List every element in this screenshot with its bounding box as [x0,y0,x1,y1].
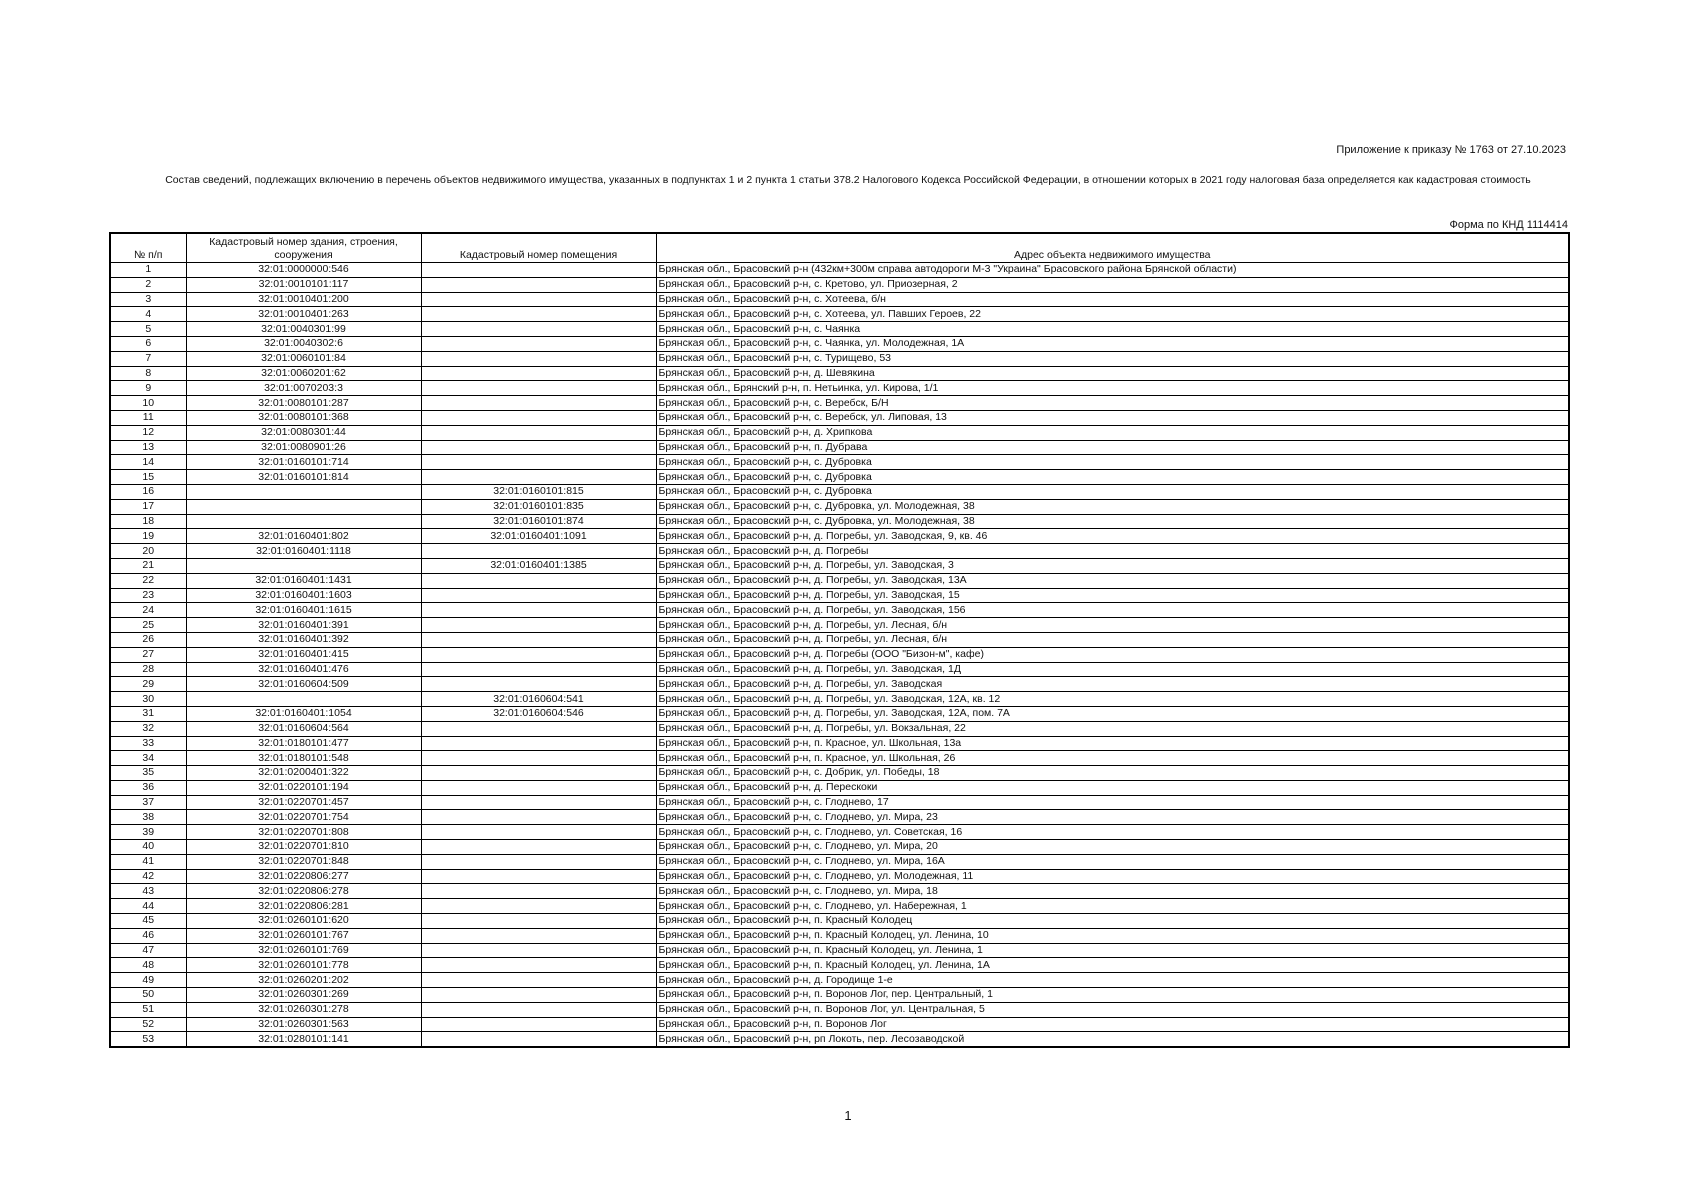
table-row [110,988,1569,1003]
row-number: 44 [110,899,186,914]
building-cadastral-number: 32:01:0260201:202 [186,973,421,988]
property-address: Брянская обл., Брасовский р-н, с. Глоднево, ул. Мира, 23 [656,810,1569,825]
building-cadastral-number: 32:01:0220701:457 [186,795,421,810]
table-row [110,899,1569,914]
building-cadastral-number [186,499,421,514]
table-row [110,484,1569,499]
property-address: Брянская обл., Брасовский р-н, с. Дубровка, ул. Молодежная, 38 [656,514,1569,529]
building-cadastral-number [186,484,421,499]
table-row [110,351,1569,366]
table-row [110,470,1569,485]
building-cadastral-number: 32:01:0060201:62 [186,366,421,381]
property-address: Брянская обл., Брасовский р-н, д. Погребы, ул. Заводская, 156 [656,603,1569,618]
row-number: 11 [110,410,186,425]
building-cadastral-number: 32:01:0160401:1615 [186,603,421,618]
property-address: Брянская обл., Брасовский р-н, с. Глоднево, 17 [656,795,1569,810]
row-number: 27 [110,647,186,662]
premises-cadastral-number [421,263,656,278]
premises-cadastral-number [421,277,656,292]
table-row [110,544,1569,559]
table-row [110,869,1569,884]
property-address: Брянская обл., Брянский р-н, п. Нетьинка, ул. Кирова, 1/1 [656,381,1569,396]
table-row [110,1017,1569,1032]
premises-cadastral-number [421,854,656,869]
table-row [110,366,1569,381]
column-header-premises-cadastral: Кадастровый номер помещения [421,233,656,263]
table-row [110,780,1569,795]
property-address: Брянская обл., Брасовский р-н, п. Красный Колодец, ул. Ленина, 1 [656,943,1569,958]
row-number: 43 [110,884,186,899]
property-address: Брянская обл., Брасовский р-н, д. Погребы, ул. Заводская, 9, кв. 46 [656,529,1569,544]
building-cadastral-number: 32:01:0080101:287 [186,396,421,411]
building-cadastral-number: 32:01:0010101:117 [186,277,421,292]
property-address: Брянская обл., Брасовский р-н, с. Глоднево, ул. Набережная, 1 [656,899,1569,914]
property-address: Брянская обл., Брасовский р-н, с. Чаянка [656,322,1569,337]
property-address: Брянская обл., Брасовский р-н, п. Воронов Лог, пер. Центральный, 1 [656,988,1569,1003]
row-number: 29 [110,677,186,692]
property-address: Брянская обл., Брасовский р-н, д. Погребы, ул. Заводская, 12А, кв. 12 [656,692,1569,707]
building-cadastral-number: 32:01:0160604:509 [186,677,421,692]
table-row [110,914,1569,929]
property-address: Брянская обл., Брасовский р-н, с. Хотеева, ул. Павших Героев, 22 [656,307,1569,322]
premises-cadastral-number [421,825,656,840]
row-number: 35 [110,766,186,781]
property-address: Брянская обл., Брасовский р-н (432км+300м справа автодороги М-3 "Украина" Брасовского района Брянской области) [656,263,1569,278]
building-cadastral-number: 32:01:0260301:563 [186,1017,421,1032]
building-cadastral-number: 32:01:0160401:392 [186,632,421,647]
table-row [110,425,1569,440]
premises-cadastral-number [421,721,656,736]
building-cadastral-number: 32:01:0060101:84 [186,351,421,366]
building-cadastral-number: 32:01:0220701:848 [186,854,421,869]
row-number: 9 [110,381,186,396]
table-row [110,1032,1569,1047]
row-number: 10 [110,396,186,411]
property-register-table [109,232,1570,1048]
premises-cadastral-number [421,928,656,943]
premises-cadastral-number [421,795,656,810]
building-cadastral-number: 32:01:0000000:546 [186,263,421,278]
property-address: Брянская обл., Брасовский р-н, с. Веребск, ул. Липовая, 13 [656,410,1569,425]
table-row [110,854,1569,869]
building-cadastral-number: 32:01:0220701:754 [186,810,421,825]
table-row [110,440,1569,455]
premises-cadastral-number [421,336,656,351]
property-address: Брянская обл., Брасовский р-н, с. Кретово, ул. Приозерная, 2 [656,277,1569,292]
table-row [110,736,1569,751]
row-number: 2 [110,277,186,292]
property-address: Брянская обл., Брасовский р-н, д. Погребы [656,544,1569,559]
property-address: Брянская обл., Брасовский р-н, д. Погребы, ул. Лесная, б/н [656,632,1569,647]
table-row [110,958,1569,973]
premises-cadastral-number [421,840,656,855]
building-cadastral-number: 32:01:0220806:281 [186,899,421,914]
property-address: Брянская обл., Брасовский р-н, д. Погребы, ул. Лесная, б/н [656,618,1569,633]
property-address: Брянская обл., Брасовский р-н, с. Дубровка [656,455,1569,470]
property-address: Брянская обл., Брасовский р-н, с. Дубровка [656,484,1569,499]
table-row [110,647,1569,662]
property-address: Брянская обл., Брасовский р-н, п. Дубрава [656,440,1569,455]
row-number: 36 [110,780,186,795]
column-header-address: Адрес объекта недвижимого имущества [656,233,1569,263]
premises-cadastral-number [421,751,656,766]
table-row [110,840,1569,855]
premises-cadastral-number [421,470,656,485]
premises-cadastral-number [421,810,656,825]
table-row [110,322,1569,337]
building-cadastral-number: 32:01:0200401:322 [186,766,421,781]
premises-cadastral-number [421,307,656,322]
row-number: 30 [110,692,186,707]
row-number: 33 [110,736,186,751]
property-address: Брянская обл., Брасовский р-н, д. Погребы, ул. Заводская, 13А [656,573,1569,588]
building-cadastral-number: 32:01:0160401:1054 [186,706,421,721]
row-number: 50 [110,988,186,1003]
premises-cadastral-number [421,988,656,1003]
row-number: 52 [110,1017,186,1032]
property-address: Брянская обл., Брасовский р-н, д. Хрипкова [656,425,1569,440]
premises-cadastral-number [421,1017,656,1032]
annex-reference: Приложение к приказу № 1763 от 27.10.2023 [1336,144,1566,156]
building-cadastral-number: 32:01:0160401:476 [186,662,421,677]
table-row [110,455,1569,470]
building-cadastral-number: 32:01:0040301:99 [186,322,421,337]
row-number: 40 [110,840,186,855]
premises-cadastral-number [421,943,656,958]
row-number: 22 [110,573,186,588]
premises-cadastral-number [421,632,656,647]
premises-cadastral-number [421,736,656,751]
premises-cadastral-number [421,647,656,662]
building-cadastral-number: 32:01:0010401:200 [186,292,421,307]
row-number: 42 [110,869,186,884]
row-number: 4 [110,307,186,322]
row-number: 5 [110,322,186,337]
table-row [110,795,1569,810]
property-address: Брянская обл., Брасовский р-н, п. Воронов Лог, ул. Центральная, 5 [656,1002,1569,1017]
table-row [110,706,1569,721]
row-number: 45 [110,914,186,929]
premises-cadastral-number [421,1002,656,1017]
premises-cadastral-number [421,573,656,588]
table-row [110,514,1569,529]
building-cadastral-number [186,514,421,529]
property-address: Брянская обл., Брасовский р-н, п. Красное, ул. Школьная, 26 [656,751,1569,766]
building-cadastral-number: 32:01:0220806:277 [186,869,421,884]
property-address: Брянская обл., Брасовский р-н, п. Красный Колодец, ул. Ленина, 10 [656,928,1569,943]
property-address: Брянская обл., Брасовский р-н, п. Красный Колодец [656,914,1569,929]
row-number: 48 [110,958,186,973]
row-number: 16 [110,484,186,499]
table-row [110,277,1569,292]
table-row [110,529,1569,544]
row-number: 23 [110,588,186,603]
building-cadastral-number: 32:01:0160401:415 [186,647,421,662]
premises-cadastral-number [421,973,656,988]
property-address: Брянская обл., Брасовский р-н, д. Шевякина [656,366,1569,381]
row-number: 41 [110,854,186,869]
building-cadastral-number: 32:01:0160401:1603 [186,588,421,603]
property-address: Брянская обл., Брасовский р-н, с. Глоднево, ул. Мира, 18 [656,884,1569,899]
row-number: 19 [110,529,186,544]
building-cadastral-number: 32:01:0260101:778 [186,958,421,973]
row-number: 1 [110,263,186,278]
property-address: Брянская обл., Брасовский р-н, с. Дубровка, ул. Молодежная, 38 [656,499,1569,514]
table-row [110,884,1569,899]
table-row [110,721,1569,736]
table-row [110,263,1569,278]
building-cadastral-number: 32:01:0220806:278 [186,884,421,899]
column-header-building-cadastral: Кадастровый номер здания, строения, сооружения [186,233,421,263]
row-number: 49 [110,973,186,988]
row-number: 47 [110,943,186,958]
table-row [110,603,1569,618]
table-row [110,618,1569,633]
building-cadastral-number: 32:01:0010401:263 [186,307,421,322]
building-cadastral-number: 32:01:0080101:368 [186,410,421,425]
property-address: Брянская обл., Брасовский р-н, с. Чаянка, ул. Молодежная, 1А [656,336,1569,351]
premises-cadastral-number [421,662,656,677]
premises-cadastral-number: 32:01:0160101:874 [421,514,656,529]
table-row [110,1002,1569,1017]
premises-cadastral-number: 32:01:0160101:815 [421,484,656,499]
building-cadastral-number: 32:01:0260301:278 [186,1002,421,1017]
premises-cadastral-number [421,322,656,337]
document-title: Состав сведений, подлежащих включению в перечень объектов недвижимого имущества, указанных в подпунктах 1 и 2 пункта 1 статьи 378.2 Налогового Кодекса Российской Федерации, в отношении которых в 2021 году налоговая база определяется как кадастровая стоимость [165,174,1531,186]
premises-cadastral-number [421,914,656,929]
property-address: Брянская обл., Брасовский р-н, д. Городище 1-е [656,973,1569,988]
row-number: 21 [110,558,186,573]
row-number: 28 [110,662,186,677]
row-number: 53 [110,1032,186,1047]
row-number: 13 [110,440,186,455]
row-number: 15 [110,470,186,485]
table-row [110,825,1569,840]
row-number: 38 [110,810,186,825]
row-number: 46 [110,928,186,943]
property-address: Брянская обл., Брасовский р-н, рп Локоть, пер. Лесозаводской [656,1032,1569,1047]
table-row [110,499,1569,514]
column-header-number: № п/п [110,233,186,263]
building-cadastral-number: 32:01:0220101:194 [186,780,421,795]
row-number: 8 [110,366,186,381]
row-number: 51 [110,1002,186,1017]
table-row [110,410,1569,425]
building-cadastral-number: 32:01:0160101:714 [186,455,421,470]
premises-cadastral-number: 32:01:0160401:1385 [421,558,656,573]
table-row [110,973,1569,988]
property-address: Брянская обл., Брасовский р-н, д. Погребы (ООО "Бизон-м", кафе) [656,647,1569,662]
property-address: Брянская обл., Брасовский р-н, с. Глоднево, ул. Мира, 20 [656,840,1569,855]
building-cadastral-number: 32:01:0260101:769 [186,943,421,958]
row-number: 24 [110,603,186,618]
row-number: 7 [110,351,186,366]
premises-cadastral-number [421,588,656,603]
table-row [110,810,1569,825]
table-row [110,396,1569,411]
property-address: Брянская обл., Брасовский р-н, д. Перескоки [656,780,1569,795]
property-address: Брянская обл., Брасовский р-н, с. Веребск, Б/Н [656,396,1569,411]
table-row [110,307,1569,322]
property-address: Брянская обл., Брасовский р-н, с. Добрик, ул. Победы, 18 [656,766,1569,781]
premises-cadastral-number [421,618,656,633]
table-row [110,588,1569,603]
table-row [110,632,1569,647]
row-number: 6 [110,336,186,351]
property-address: Брянская обл., Брасовский р-н, с. Глоднево, ул. Советская, 16 [656,825,1569,840]
property-address: Брянская обл., Брасовский р-н, с. Турищево, 53 [656,351,1569,366]
property-address: Брянская обл., Брасовский р-н, д. Погребы, ул. Заводская, 15 [656,588,1569,603]
premises-cadastral-number [421,396,656,411]
property-address: Брянская обл., Брасовский р-н, п. Красное, ул. Школьная, 13а [656,736,1569,751]
premises-cadastral-number [421,1032,656,1047]
table-row [110,677,1569,692]
premises-cadastral-number [421,351,656,366]
building-cadastral-number: 32:01:0260301:269 [186,988,421,1003]
row-number: 37 [110,795,186,810]
table-row [110,766,1569,781]
table-header-row [110,233,1569,263]
table-row [110,692,1569,707]
building-cadastral-number: 32:01:0080301:44 [186,425,421,440]
building-cadastral-number: 32:01:0160101:814 [186,470,421,485]
row-number: 25 [110,618,186,633]
building-cadastral-number: 32:01:0280101:141 [186,1032,421,1047]
row-number: 31 [110,706,186,721]
property-address: Брянская обл., Брасовский р-н, д. Погребы, ул. Заводская, 1Д [656,662,1569,677]
row-number: 26 [110,632,186,647]
row-number: 34 [110,751,186,766]
building-cadastral-number: 32:01:0040302:6 [186,336,421,351]
form-code: Форма по КНД 1114414 [1449,219,1568,231]
row-number: 39 [110,825,186,840]
building-cadastral-number: 32:01:0160401:391 [186,618,421,633]
table-row [110,558,1569,573]
row-number: 3 [110,292,186,307]
row-number: 14 [110,455,186,470]
property-address: Брянская обл., Брасовский р-н, п. Воронов Лог [656,1017,1569,1032]
table-row [110,381,1569,396]
premises-cadastral-number [421,780,656,795]
table-row [110,751,1569,766]
premises-cadastral-number [421,766,656,781]
building-cadastral-number: 32:01:0160604:564 [186,721,421,736]
building-cadastral-number: 32:01:0160401:1431 [186,573,421,588]
table-row [110,292,1569,307]
premises-cadastral-number: 32:01:0160401:1091 [421,529,656,544]
building-cadastral-number: 32:01:0160401:1118 [186,544,421,559]
row-number: 17 [110,499,186,514]
premises-cadastral-number: 32:01:0160604:546 [421,706,656,721]
property-address: Брянская обл., Брасовский р-н, д. Погребы, ул. Заводская, 12А, пом. 7А [656,706,1569,721]
row-number: 32 [110,721,186,736]
premises-cadastral-number [421,366,656,381]
premises-cadastral-number [421,292,656,307]
building-cadastral-number: 32:01:0180101:548 [186,751,421,766]
table-row [110,662,1569,677]
property-address: Брянская обл., Брасовский р-н, с. Глоднево, ул. Мира, 16А [656,854,1569,869]
premises-cadastral-number [421,544,656,559]
premises-cadastral-number [421,899,656,914]
premises-cadastral-number [421,677,656,692]
property-address: Брянская обл., Брасовский р-н, д. Погребы, ул. Вокзальная, 22 [656,721,1569,736]
building-cadastral-number: 32:01:0160401:802 [186,529,421,544]
property-address: Брянская обл., Брасовский р-н, с. Хотеева, б/н [656,292,1569,307]
table-row [110,943,1569,958]
premises-cadastral-number [421,603,656,618]
building-cadastral-number: 32:01:0260101:767 [186,928,421,943]
premises-cadastral-number [421,455,656,470]
premises-cadastral-number [421,440,656,455]
row-number: 20 [110,544,186,559]
property-address: Брянская обл., Брасовский р-н, д. Погребы, ул. Заводская, 3 [656,558,1569,573]
table-row [110,573,1569,588]
table-row [110,336,1569,351]
building-cadastral-number: 32:01:0220701:810 [186,840,421,855]
table-row [110,928,1569,943]
premises-cadastral-number [421,869,656,884]
premises-cadastral-number [421,425,656,440]
premises-cadastral-number: 32:01:0160604:541 [421,692,656,707]
building-cadastral-number: 32:01:0220701:808 [186,825,421,840]
premises-cadastral-number [421,410,656,425]
property-address: Брянская обл., Брасовский р-н, с. Дубровка [656,470,1569,485]
property-address: Брянская обл., Брасовский р-н, с. Глоднево, ул. Молодежная, 11 [656,869,1569,884]
building-cadastral-number: 32:01:0080901:26 [186,440,421,455]
premises-cadastral-number: 32:01:0160101:835 [421,499,656,514]
row-number: 18 [110,514,186,529]
premises-cadastral-number [421,381,656,396]
building-cadastral-number [186,558,421,573]
premises-cadastral-number [421,884,656,899]
row-number: 12 [110,425,186,440]
premises-cadastral-number [421,958,656,973]
building-cadastral-number: 32:01:0180101:477 [186,736,421,751]
building-cadastral-number: 32:01:0070203:3 [186,381,421,396]
building-cadastral-number [186,692,421,707]
table-body [110,263,1569,1048]
building-cadastral-number: 32:01:0260101:620 [186,914,421,929]
page-number: 1 [844,1108,852,1123]
property-address: Брянская обл., Брасовский р-н, п. Красный Колодец, ул. Ленина, 1А [656,958,1569,973]
property-address: Брянская обл., Брасовский р-н, д. Погребы, ул. Заводская [656,677,1569,692]
